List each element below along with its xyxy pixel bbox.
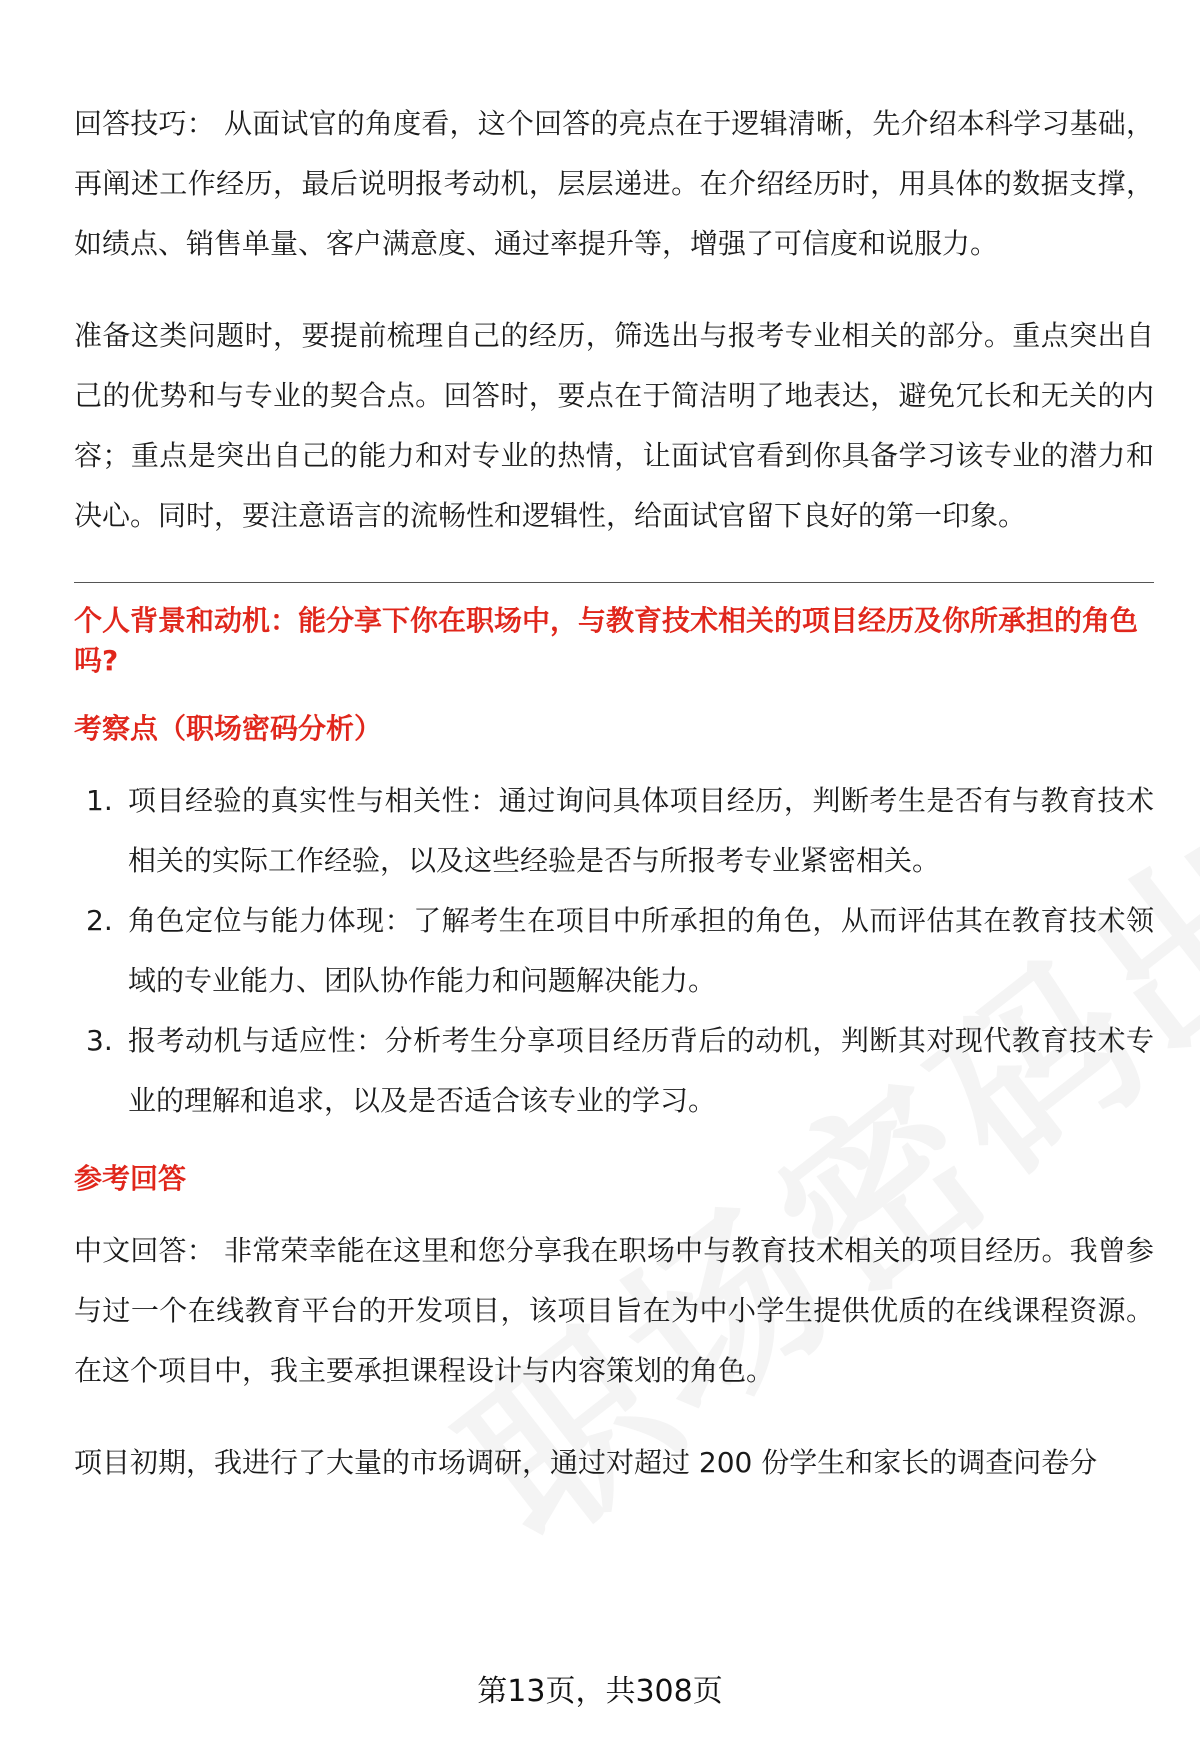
list-item — [74, 1011, 1154, 1131]
list-item — [74, 891, 1154, 1011]
page-content — [74, 94, 1154, 1493]
question-title: 个人背景和动机：能分享下你在职场中，与教育技术相关的项目经历及你所承担的角色吗? — [74, 604, 1139, 677]
list-item-number: 2. — [86, 904, 113, 937]
list-item-text: 角色定位与能力体现：了解考生在项目中所承担的角色，从而评估其在教育技术领域的专业能力、团队协作能力和问题解决能力。 — [128, 904, 1154, 997]
analysis-points-list — [74, 771, 1154, 1131]
list-item-text: 报考动机与适应性：分析考生分享项目经历背后的动机，判断其对现代教育技术专业的理解和追求，以及是否适合该专业的学习。 — [128, 1024, 1154, 1117]
list-item-text: 项目经验的真实性与相关性：通过询问具体项目经历，判断考生是否有与教育技术相关的实际工作经验，以及这些经验是否与所报考专业紧密相关。 — [128, 784, 1154, 877]
answer-tips-paragraph: 回答技巧： 从面试官的角度看，这个回答的亮点在于逻辑清晰，先介绍本科学习基础，再阐述工作经历，最后说明报考动机，层层递进。在介绍经历时，用具体的数据支撑，如绩点、销售单量、客户满意度、通过率提升等，增强了可信度和说服力。 — [74, 107, 1154, 260]
list-item-number: 3. — [86, 1024, 113, 1057]
chinese-answer-paragraph: 中文回答： 非常荣幸能在这里和您分享我在职场中与教育技术相关的项目经历。我曾参与过一个在线教育平台的开发项目，该项目旨在为中小学生提供优质的在线课程资源。在这个项目中，我主要承担课程设计与内容策划的角色。 — [74, 1234, 1154, 1387]
preparation-advice-paragraph: 准备这类问题时，要提前梳理自己的经历，筛选出与报考专业相关的部分。重点突出自己的优势和与专业的契合点。回答时，要点在于简洁明了地表达，避免冗长和无关的内容；重点是突出自己的能力和对专业的热情，让面试官看到你具备学习该专业的潜力和决心。同时，要注意语言的流畅性和逻辑性，给面试官留下良好的第一印象。 — [74, 319, 1154, 532]
page-footer: 第13页，共308页 — [477, 1674, 723, 1709]
project-initial-paragraph: 项目初期，我进行了大量的市场调研，通过对超过 200 份学生和家长的调查问卷分 — [74, 1446, 1098, 1479]
list-item-number: 1. — [86, 784, 113, 817]
reference-answer-heading: 参考回答 — [74, 1162, 187, 1195]
list-item — [74, 771, 1154, 891]
section-divider — [74, 582, 1154, 583]
analysis-heading: 考察点（职场密码分析） — [74, 712, 383, 745]
